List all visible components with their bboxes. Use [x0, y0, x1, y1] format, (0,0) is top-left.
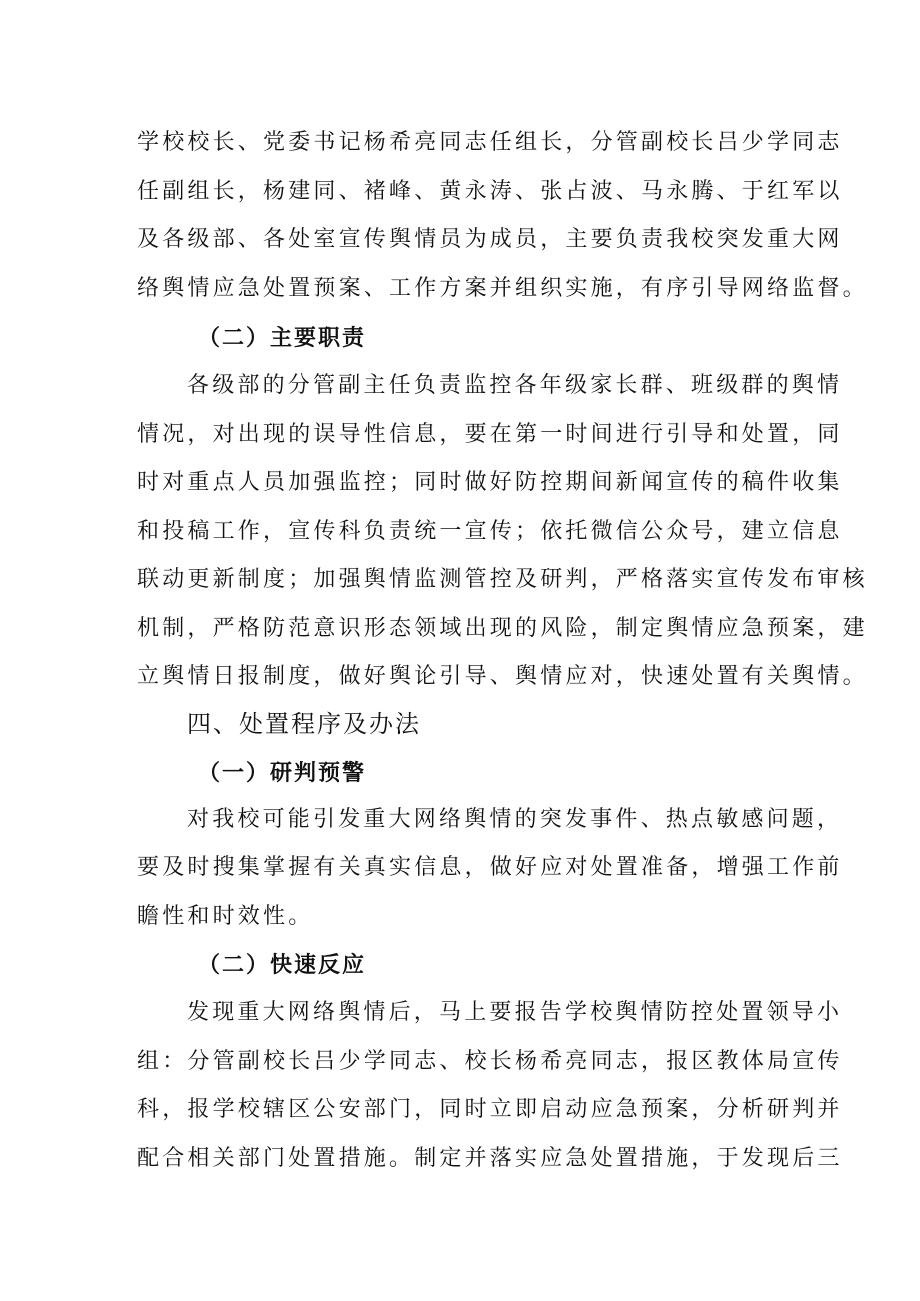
paragraph-line: 瞻性和时效性。: [137, 904, 314, 929]
paragraph-line: 时对重点人员加强监控；同时做好防控期间新闻宣传的稿件收集: [137, 470, 843, 495]
paragraph-line: 机制，严格防范意识形态领域出现的风险，制定舆情应急预案，建: [137, 616, 868, 641]
chapter-heading: 四、处置程序及办法: [187, 710, 421, 738]
paragraph-line: 发现重大网络舆情后，马上要报告学校舆情防控处置领导小: [187, 1000, 843, 1025]
section-heading-duties: （二）主要职责: [198, 325, 367, 351]
section-heading-warning: （一）研判预警: [198, 760, 367, 786]
paragraph-line: 联动更新制度；加强舆情监测管控及研判，严格落实宣传发布审核: [137, 567, 868, 592]
paragraph-line: 组：分管副校长吕少学同志、校长杨希亮同志，报区教体局宣传: [137, 1049, 843, 1074]
paragraph-line: 和投稿工作，宣传科负责统一宣传；依托微信公众号，建立信息: [137, 519, 843, 544]
paragraph-line: 科，报学校辖区公安部门，同时立即启动应急预案，分析研判并: [137, 1097, 843, 1122]
section-heading-response: （二）快速反应: [198, 952, 367, 978]
paragraph-line: 任副组长，杨建同、褚峰、黄永涛、张占波、马永腾、于红军以: [137, 179, 843, 204]
paragraph-line: 各级部的分管副主任负责监控各年级家长群、班级群的舆情: [187, 373, 843, 398]
paragraph-line: 络舆情应急处置预案、工作方案并组织实施，有序引导网络监督。: [137, 276, 868, 301]
paragraph-line: 情况，对出现的误导性信息，要在第一时间进行引导和处置，同: [137, 422, 843, 447]
paragraph-line: 立舆情日报制度，做好舆论引导、舆情应对，快速处置有关舆情。: [137, 664, 868, 689]
paragraph-line: 要及时搜集掌握有关真实信息，做好应对处置准备，增强工作前: [137, 855, 843, 880]
paragraph-line: 及各级部、各处室宣传舆情员为成员，主要负责我校突发重大网: [137, 227, 843, 252]
paragraph-line: 对我校可能引发重大网络舆情的突发事件、热点敏感问题，: [187, 807, 843, 832]
paragraph-line: 配合相关部门处置措施。制定并落实应急处置措施，于发现后三: [137, 1146, 843, 1171]
paragraph-line: 学校校长、党委书记杨希亮同志任组长，分管副校长吕少学同志: [137, 130, 843, 155]
